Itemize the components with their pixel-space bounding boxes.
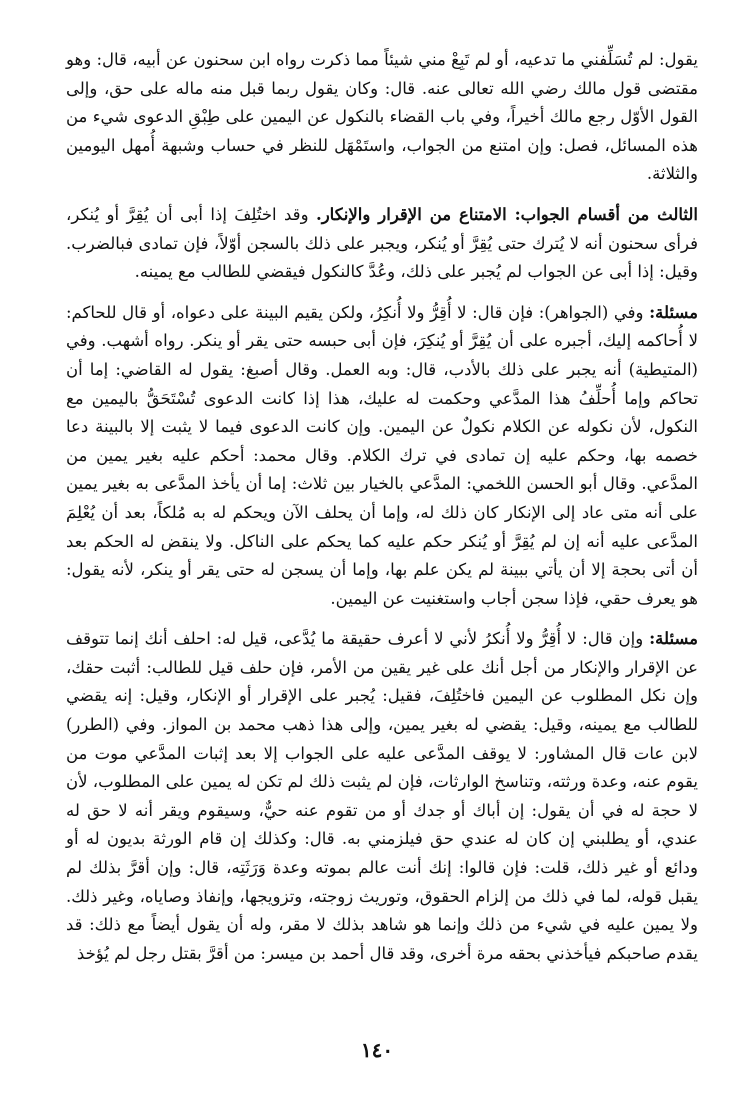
paragraph-4-text: وإن قال: لا أُقِرُّ ولا أُنكرُ لأني لا أعرف حقيقة ما يُدَّعى، قيل له: احلف أنك إنما تتوقف عن الإقرار والإنكار من أجل أنك على غير يقين من الأمر، فإن حلف قيل للطالب: أثبت حقك، وإن نكل المطلوب عن اليمين فاختُلِفَ، فقيل: يُجبر على الإقرار أو الإنكار، وقيل: إنه يقضي للطالب مع يمينه، وقيل: يقضي له بغير يمين، وإلى هذا ذهب محمد بن المواز. وفي (الطرر) لابن عات قال المشاور: لا يوقف المدَّعى عليه على الجواب إلا بعد إثبات المدَّعي موت من يقوم عنه، وعدة ورثته، وتناسخ الوارثات، فإن لم يثبت ذلك لم تكن له يمين على المطلوب، لأن لا حجة له في أن يقول: إن أباك أو جدك أو من تقوم عنه حيٌّ، وسيقوم ويقر أنه لا حق له عندي، أو يطلبني إن كان له عندي حق فيلزمني به. قال: وكذلك إن قام الورثة بديون له أو ودائع أو غير ذلك، قلت: فإن قالوا: إنك أنت عالم بموته وعدة وَرَثَتِه، قال: وإن أقرَّ بذلك لم يقبل قوله، لما في ذلك من إلزام الحقوق، وتوريث زوجته، وتزويجها، وإنفاذ وصاياه، وغير ذلك. ولا يمين عليه في شيء من ذلك وإنما هو شاهد بذلك لا مقر، وله أن يقول أيضاً مع ذلك: قد يقدم صاحبكم فيأخذني بحقه مرة أخرى، وقد قال أحمد بن ميسر: من أقرَّ بقتل رجل لم يُؤخذ bbox=[66, 629, 698, 963]
paragraph-1 bbox=[66, 46, 698, 189]
paragraph-4 bbox=[66, 625, 698, 968]
paragraph-3-text: وفي (الجواهر): فإن قال: لا أُقِرُّ ولا أُنكِرُ، ولكن يقيم البينة على دعواه، أو قال للحاكم: لا أُحاكمه إليك، أجبره على أن يُقِرَّ أو يُنكِرَ، فإن أبى حبسه حتى يقر أو ينكر. رواه أشهب. وفي (المتيطية) أنه يجبر على ذلك بالأدب، قال: وبه العمل. وقال أصبغ: يقول له القاضي: إما أن تحاكم وإما أُحلِّفُ هذا المدَّعي وحكمت له عليك، هذا إذا كانت الدعوى تُسْتَحَقُّ باليمين مع النكول، لأن نكوله عن الكلام نكولٌ عن اليمين. وإن كانت الدعوى فيما لا يثبت إلا بالبينة دعا خصمه بها، وحكم عليه إن تمادى في ترك الكلام. وقال محمد: أحكم عليه بغير يمين من المدَّعي. وقال أبو الحسن اللخمي: المدَّعي بالخيار بين ثلاث: إما أن يأخذ المدَّعى به بغير يمين على أنه متى عاد إلى الإنكار كان ذلك له، وإما أن يحلف الآن ويحكم له به مُلكاً، بعد أن يُعْلِمَ المدَّعى عليه أنه إن لم يُقِرَّ أو يُنكر حكم عليه كما يحكم على الناكل. ولا ينقض له الحكم بعد أن أتى بحجة إلا أن يأتي ببينة لم يكن علم بها، وإما أن يسجن له حتى يقر أو ينكر، لأنه يقول: هو يعرف حقي، فإذا سجن أجاب واستغنيت عن اليمين. bbox=[66, 302, 698, 608]
page-number: ١٤٠ bbox=[360, 1038, 394, 1062]
paragraph-1-text: يقول: لم تُسَلِّفني ما تدعيه، أو لم تَبِعْ مني شيئاً مما ذكرت رواه ابن سحنون عن أبيه، قال: وهو مقتضى قول مالك رضي الله تعالى عنه. قال: وكان يقول ربما قبل منه ماله على حق، وإلى القول الأوّل رجع مالك أخيراً، وفي باب القضاء بالنكول عن اليمين على طِبْقِ الدعوى شيء من هذه المسائل، فصل: وإن امتنع من الجواب، واستَمْهَل للنظر في حساب وشبهة أُمهل اليومين والثلاثة. bbox=[66, 50, 698, 184]
paragraph-3-lead: مسئلة: bbox=[649, 302, 698, 322]
paragraph-2 bbox=[66, 201, 698, 287]
paragraph-4-lead: مسئلة: bbox=[649, 629, 698, 649]
paragraph-2-text: وقد اختُلِفَ إذا أبى أن يُقِرَّ أو يُنكر، فرأى سحنون أنه لا يُترك حتى يُقِرَّ أو يُنكر، ويجبر على ذلك بالسجن أوّلاً، فإن تمادى فبالضرب. وقيل: إذا أبى عن الجواب لم يُجبر على ذلك، وعُدَّ كالنكول فيقضي للطالب مع يمينه. bbox=[66, 204, 698, 282]
paragraph-3 bbox=[66, 299, 698, 614]
paragraph-2-lead: الثالث من أقسام الجواب: الامتناع من الإقرار والإنكار. bbox=[315, 204, 698, 224]
